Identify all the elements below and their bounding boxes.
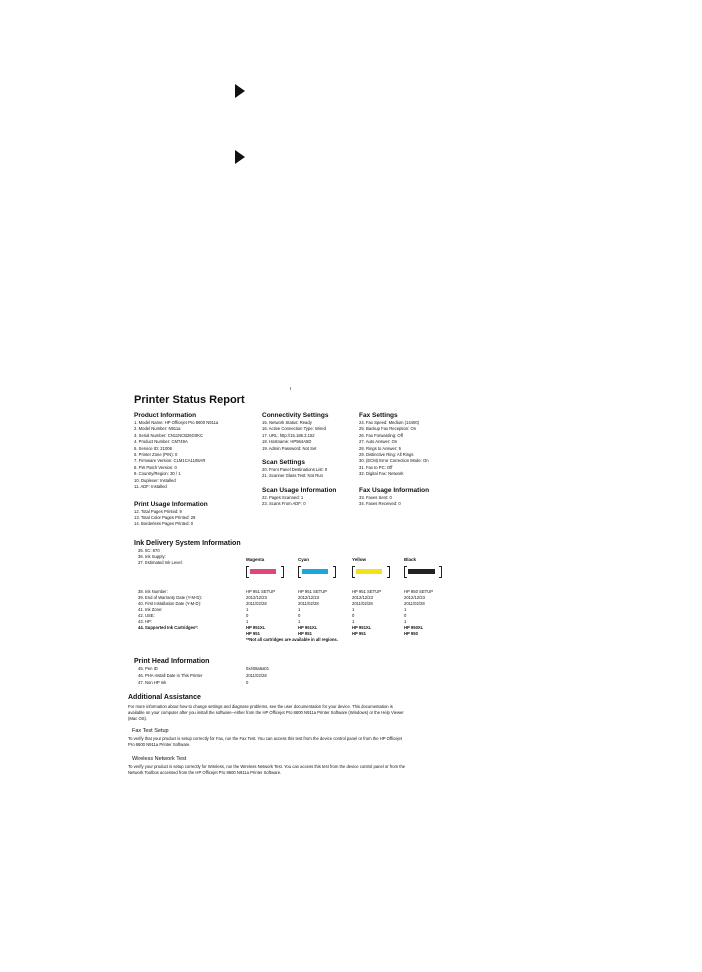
ink-value: 0 bbox=[404, 613, 407, 618]
gauge-bracket-right bbox=[439, 566, 442, 578]
list-item: 2. Model Number: N911a bbox=[134, 426, 181, 432]
ink-value: 2012/12/23 bbox=[298, 595, 319, 600]
list-item: 34. Faxes Received: 0 bbox=[359, 500, 401, 506]
list-item: 22. Pages Scanned: 1 bbox=[262, 495, 304, 500]
list-item: 25. Backup Fax Reception: On bbox=[359, 426, 417, 432]
ink-value: HP 951 bbox=[246, 631, 260, 636]
list-item: 1. Model Name: HP Officejet Pro 8600 N911a bbox=[134, 420, 219, 425]
gauge-bracket-left bbox=[298, 566, 301, 578]
print-usage-information bbox=[134, 501, 208, 526]
ink-label: 35. IIC: 870 bbox=[138, 548, 160, 553]
ink-color-name: Magenta bbox=[246, 557, 265, 562]
ink-value: HP 950XL bbox=[404, 625, 424, 630]
print-head-value: 2011/02/28 bbox=[246, 673, 267, 678]
list-item: 13. Total Color Pages Printed: 29 bbox=[134, 514, 196, 520]
play-arrow-icon bbox=[235, 84, 245, 98]
ink-value: HP 951 SETUP bbox=[298, 589, 328, 594]
ink-level-gauge bbox=[246, 566, 284, 576]
ink-value: 2011/02/28 bbox=[404, 601, 425, 606]
ink-delivery-heading: Ink Delivery System Information bbox=[134, 540, 241, 547]
ink-value: 2012/12/23 bbox=[246, 595, 267, 600]
list-item: 33. Faxes Sent: 0 bbox=[359, 495, 392, 500]
scan-settings bbox=[262, 459, 327, 479]
connectivity-settings bbox=[262, 412, 328, 452]
ink-value: HP 951 SETUP bbox=[246, 589, 276, 594]
ink-value: HP 950 SETUP bbox=[404, 589, 434, 594]
ink-value: 1 bbox=[352, 607, 355, 612]
list-item: 12. Total Pages Printed: 9 bbox=[134, 509, 182, 514]
section-heading: Print Usage Information bbox=[134, 501, 208, 508]
list-item: 31. Fax to PC: Off bbox=[359, 464, 393, 470]
ink-level-fill bbox=[408, 569, 435, 574]
ink-value: 1 bbox=[246, 607, 249, 612]
ink-value: HP 951XL bbox=[298, 625, 318, 630]
list-item: 28. Rings to Answer: 5 bbox=[359, 445, 401, 451]
ink-level-gauge bbox=[352, 566, 390, 576]
list-item: 27. Auto Answer: On bbox=[359, 439, 398, 445]
scan-usage-information bbox=[262, 487, 336, 507]
ink-level-gauge bbox=[298, 566, 336, 576]
list-item: 18. Hostname: HP564A5D bbox=[262, 439, 312, 445]
ink-color-name: Black bbox=[404, 557, 417, 562]
print-head-value: 0x408a6a01 bbox=[246, 666, 270, 671]
list-item: 14. Borderless Pages Printed: 0 bbox=[134, 520, 194, 526]
ink-row-label: 44. Supported Ink Cartridges*: bbox=[138, 625, 199, 630]
list-item: 32. Digital Fax: Network bbox=[359, 471, 404, 477]
fax-settings bbox=[359, 412, 429, 478]
print-head-label: 47. Non HP Ink bbox=[138, 680, 167, 685]
ink-value: HP 951XL bbox=[246, 625, 266, 630]
list-item: 26. Fax Forwarding: Off bbox=[359, 432, 403, 438]
ink-row-label: 43. HP: bbox=[138, 619, 152, 624]
ink-value: 1 bbox=[404, 607, 407, 612]
ink-level-gauge bbox=[404, 566, 442, 576]
fax-test-heading: Fax Test Setup bbox=[132, 728, 169, 734]
print-head-heading: Print Head Information bbox=[134, 658, 210, 665]
section-heading: Fax Usage Information bbox=[359, 487, 430, 494]
ink-value: HP 950 bbox=[404, 631, 418, 636]
ink-row-label: 39. End of Warranty Date (Y-M-D): bbox=[138, 595, 202, 600]
page-mark: ı bbox=[290, 386, 292, 392]
list-item: 23. Scans From ADF: 0 bbox=[262, 500, 306, 506]
ink-value: 1 bbox=[352, 619, 355, 624]
wireless-test-text: To verify your product is setup correctly for Wireless, run the Wireless Network Test. You can access this test from the device control panel or from the Network Toolbox accessed from the HP Officejet Pro 8600 N911a Printer Software. bbox=[128, 764, 406, 775]
print-head-value: 0 bbox=[246, 680, 249, 685]
ink-value: 2012/12/23 bbox=[404, 595, 425, 600]
list-item: 16. Active Connection Type: Wired bbox=[262, 426, 326, 432]
ink-value: HP 951XL bbox=[352, 625, 372, 630]
assistance-text: For more information about how to change settings and diagnose problems, see the user documentation for your device. This documentation is available on your computer after you install the software--either from the HP Officejet Pro 8600 N911a Printer Software (Windows) or the Help Viewer (Mac OS). bbox=[128, 704, 404, 721]
additional-assistance-heading: Additional Assistance bbox=[128, 694, 201, 701]
list-item: 17. URL: http://15.186.3.152 bbox=[262, 432, 315, 438]
gauge-bracket-right bbox=[387, 566, 390, 578]
list-item: 8. FW Patch Version: 0 bbox=[134, 464, 177, 470]
list-item: 5. Service ID: 21006 bbox=[134, 445, 172, 451]
ink-value: 2011/02/28 bbox=[246, 601, 267, 606]
list-item: 21. Scanner Glass Test: Not Run bbox=[262, 472, 323, 478]
ink-note: **Not all cartridges are available in all regions. bbox=[246, 637, 338, 642]
ink-row-label: 40. First Installation Date (Y-M-D): bbox=[138, 601, 202, 606]
list-item: 15. Network Status: Ready bbox=[262, 420, 312, 425]
gauge-bracket-left bbox=[246, 566, 249, 578]
section-heading: Scan Settings bbox=[262, 459, 305, 466]
print-head-label: 45. Pen ID bbox=[138, 666, 158, 671]
product-information bbox=[134, 412, 218, 490]
ink-value: 1 bbox=[298, 619, 301, 624]
list-item: 20. Front Panel Destinations List: 0 bbox=[262, 467, 328, 472]
ink-row-label: 38. Ink Number: bbox=[138, 589, 168, 594]
list-item: 11. ADF: Installed bbox=[134, 484, 167, 490]
gauge-bracket-right bbox=[333, 566, 336, 578]
list-item: 29. Distinctive Ring: All Rings bbox=[359, 452, 414, 458]
fax-test-text: To verify that your product is setup correctly for Fax, run the Fax Test. You can access this test from the device control panel or from the HP Officejet Pro 8600 N911a Printer Software. bbox=[128, 736, 402, 747]
ink-label: 36. Ink Supply: bbox=[138, 554, 166, 559]
ink-label: 37. Estimated Ink Level: bbox=[138, 560, 183, 565]
ink-value: 1 bbox=[298, 607, 301, 612]
play-arrow-icon bbox=[235, 150, 245, 164]
list-item: 30. (ECM) Error Correction Mode: On bbox=[359, 458, 429, 464]
wireless-test-heading: Wireless Network Test bbox=[132, 756, 187, 762]
ink-value: 0 bbox=[352, 613, 355, 618]
section-heading: Product Information bbox=[134, 412, 197, 419]
list-item: 19. Admin Password: Not Set bbox=[262, 445, 317, 451]
ink-value: HP 951 bbox=[352, 631, 366, 636]
section-heading: Connectivity Settings bbox=[262, 412, 329, 419]
list-item: 10. Duplexer: Installed bbox=[134, 477, 176, 483]
ink-color-name: Yellow bbox=[352, 557, 367, 562]
ink-value: 2012/12/23 bbox=[352, 595, 373, 600]
ink-value: 2011/02/28 bbox=[298, 601, 319, 606]
ink-value: 0 bbox=[298, 613, 301, 618]
list-item: 7. Firmware Version: CLM1CA1108AR bbox=[134, 458, 206, 464]
list-item: 24. Fax Speed: Medium (14400) bbox=[359, 420, 420, 425]
section-heading: Fax Settings bbox=[359, 412, 398, 419]
gauge-bracket-left bbox=[352, 566, 355, 578]
list-item: 9. Country/Region: 30 / 1 bbox=[134, 471, 181, 477]
ink-row-label: 42. USE: bbox=[138, 613, 155, 618]
list-item: 4. Product Number: CM749A bbox=[134, 439, 188, 445]
print-head-label: 46. PHA Install Date in This Printer bbox=[138, 673, 203, 678]
ink-color-name: Cyan bbox=[298, 557, 310, 562]
gauge-bracket-left bbox=[404, 566, 407, 578]
report-title: Printer Status Report bbox=[134, 394, 245, 406]
ink-level-fill bbox=[356, 569, 382, 574]
list-item: 6. Printer Zone (PIN): 0 bbox=[134, 452, 178, 458]
ink-value: 2011/02/28 bbox=[352, 601, 373, 606]
ink-value: HP 951 SETUP bbox=[352, 589, 382, 594]
ink-value: 0 bbox=[246, 613, 249, 618]
ink-value: HP 951 bbox=[298, 631, 312, 636]
list-item: 3. Serial Number: CN11NCB26G0KC bbox=[134, 432, 204, 438]
ink-level-fill bbox=[302, 569, 328, 574]
ink-value: 1 bbox=[404, 619, 407, 624]
gauge-bracket-right bbox=[281, 566, 284, 578]
fax-usage-information bbox=[359, 487, 429, 507]
ink-value: 1 bbox=[246, 619, 249, 624]
section-heading: Scan Usage Information bbox=[262, 487, 337, 494]
ink-row-label: 41. Ink Zone: bbox=[138, 607, 163, 612]
ink-level-fill bbox=[250, 569, 276, 574]
